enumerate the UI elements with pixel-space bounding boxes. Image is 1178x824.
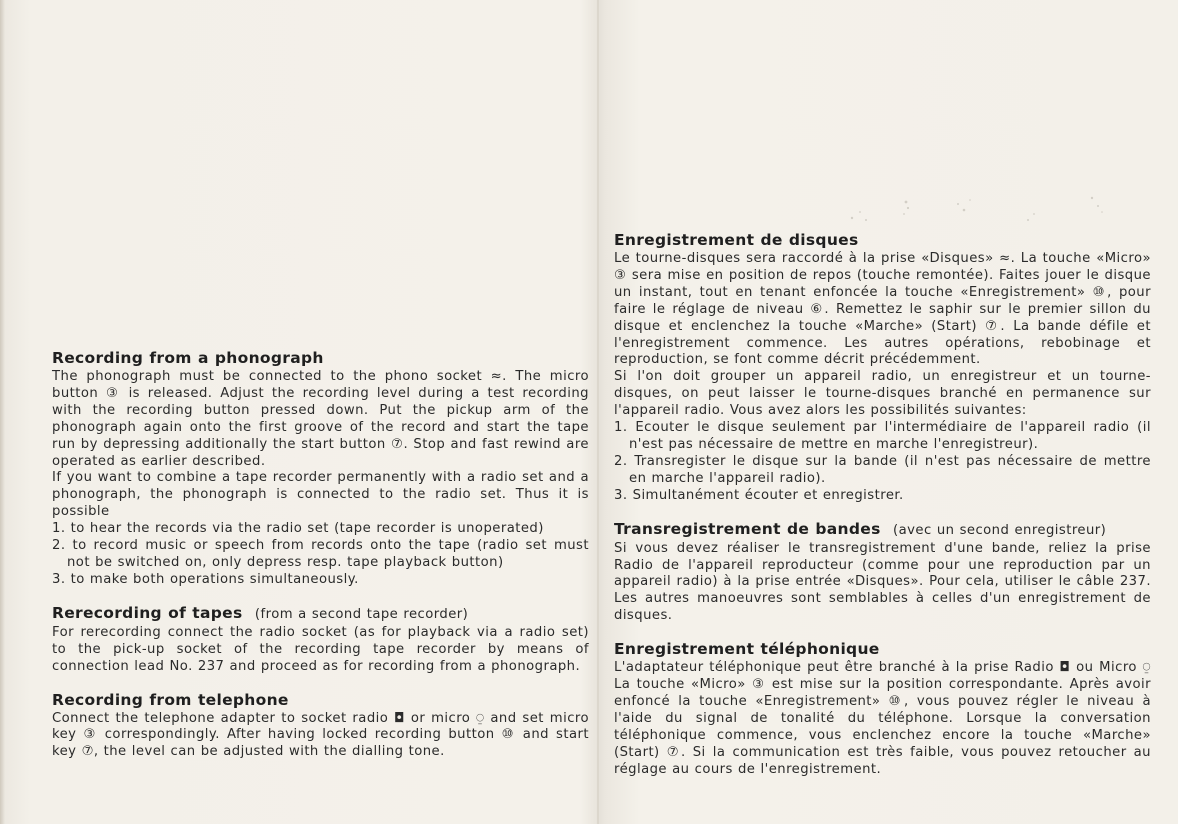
phonograph-list-item-2: 2. to record music or speech from records onto the tape (radio set must not be switched on, only depress resp. tape playback button) xyxy=(52,538,589,570)
book-gutter xyxy=(597,0,599,824)
heading-rerecording-subtitle: (from a second tape recorder) xyxy=(254,606,469,622)
disques-list-item-2: 2. Transregister le disque sur la bande (il n'est pas nécessaire de mettre en marche l'appareil radio). xyxy=(614,453,1151,486)
heading-recording-from-telephone: Recording from telephone xyxy=(52,690,289,709)
heading-rerecording-of-tapes xyxy=(52,603,589,625)
heading-rerecording-title: Rerecording of tapes xyxy=(52,603,243,622)
french-column xyxy=(614,230,1151,792)
page-edge-shadow xyxy=(0,0,5,824)
disques-paragraph-1: Le tourne-disques sera raccordé à la prise «Disques» ≈. La touche «Micro» ③ sera mise en position de repos (touche remontée). Faites jouer le disque un instant, tout en tenant enfoncée la touche «Enregistrement» ⑩, pour faire le réglage de niveau ⑥. Remettez le saphir sur le premier sillon du disque et enclenchez la touche «Marche» (Start) ⑦. La bande défile et l'enregistrement commence. Les autres opérations, rebobinage et reproduction, se font comme décrit précédemment. xyxy=(614,251,1151,368)
heading-enregistrement-telephonique: Enregistrement téléphonique xyxy=(614,640,880,659)
disques-list-item-1: 1. Ecouter le disque seulement par l'intermédiaire de l'appareil radio (il n'est pas nécessaire de mettre en marche l'enregistreur). xyxy=(614,420,1151,452)
telephonique-paragraph: L'adaptateur téléphonique peut être branché à la prise Radio ◘ ou Micro ⍜ La touche «Micro» ③ est mise sur la position correspondante. Après avoir enfoncé la touche «Enregistrement» ⑩, vous pouvez régler le niveau à l'aide du signal de tonalité du téléphone. Lorsque la conversation téléphonique commence, vous enclenchez encore la touche «Marche» (Start) ⑦. Si la communication est très faible, vous pouvez retoucher au réglage au cours de l'enregistrement. xyxy=(614,660,1151,777)
phonograph-list-item-3: 3. to make both operations simultaneously. xyxy=(52,571,359,587)
heading-enregistrement-de-disques: Enregistrement de disques xyxy=(614,231,859,249)
heading-transregistrement-de-bandes xyxy=(614,519,1151,541)
phonograph-paragraph-1: The phonograph must be connected to the phono socket ≈. The micro button ③ is released. Adjust the recording level during a test recording with the recording button pressed down. Put the pickup arm of the phonograph again onto the first groove of the record and start the tape run by depressing additionally the start button ⑦. Stop and fast rewind are operated as earlier described. xyxy=(52,369,589,469)
bandes-paragraph: Si vous devez réaliser le transregistrement d'une bande, reliez la prise Radio de l'appareil reproducteur (comme pour une reproduction par un appareil radio) à la prise entrée «Disques». Pour cela, utiliser le câble 237. Les autres manoeuvres sont semblables à celles d'un enregistrement de disques. xyxy=(614,540,1151,624)
phonograph-list-item-1: 1. to hear the records via the radio set (tape recorder is unoperated) xyxy=(52,521,544,537)
heading-transregistrement-title: Transregistrement de bandes xyxy=(614,519,881,538)
heading-transregistrement-subtitle: (avec un second enregistreur) xyxy=(893,522,1107,538)
section-enregistrement-telephonique xyxy=(614,639,1151,778)
heading-recording-from-phonograph: Recording from a phonograph xyxy=(52,349,324,367)
section-phonograph xyxy=(52,348,589,589)
english-column xyxy=(52,348,589,775)
phonograph-paragraph-2: If you want to combine a tape recorder permanently with a radio set and a phonograph, the phonograph is connected to the radio set. Thus it is possible xyxy=(52,470,589,520)
disques-paragraph-2: Si l'on doit grouper un appareil radio, un enregistreur et un tourne-disques, on peut laisser le tourne-disques branché en permanence sur l'appareil radio. Vous avez alors les possibilités suivantes: xyxy=(614,369,1151,419)
section-transregistrement-bandes xyxy=(614,519,1151,626)
disques-list-item-3: 3. Simultanément écouter et enregistrer. xyxy=(614,487,904,503)
section-recording-telephone xyxy=(52,690,589,762)
section-enregistrement-disques xyxy=(614,230,1151,505)
section-rerecording-tapes xyxy=(52,603,589,676)
rerecording-paragraph: For rerecording connect the radio socket (as for playback via a radio set) to the pick-up socket of the recording tape recorder by means of connection lead No. 237 and proceed as for recording from a phonograph. xyxy=(52,624,589,674)
telephone-paragraph: Connect the telephone adapter to socket radio ◘ or micro ⍜ and set micro key ③ correspondingly. After having locked recording button ⑩ and start key ⑦, the level can be adjusted with the dialling tone. xyxy=(52,710,589,760)
